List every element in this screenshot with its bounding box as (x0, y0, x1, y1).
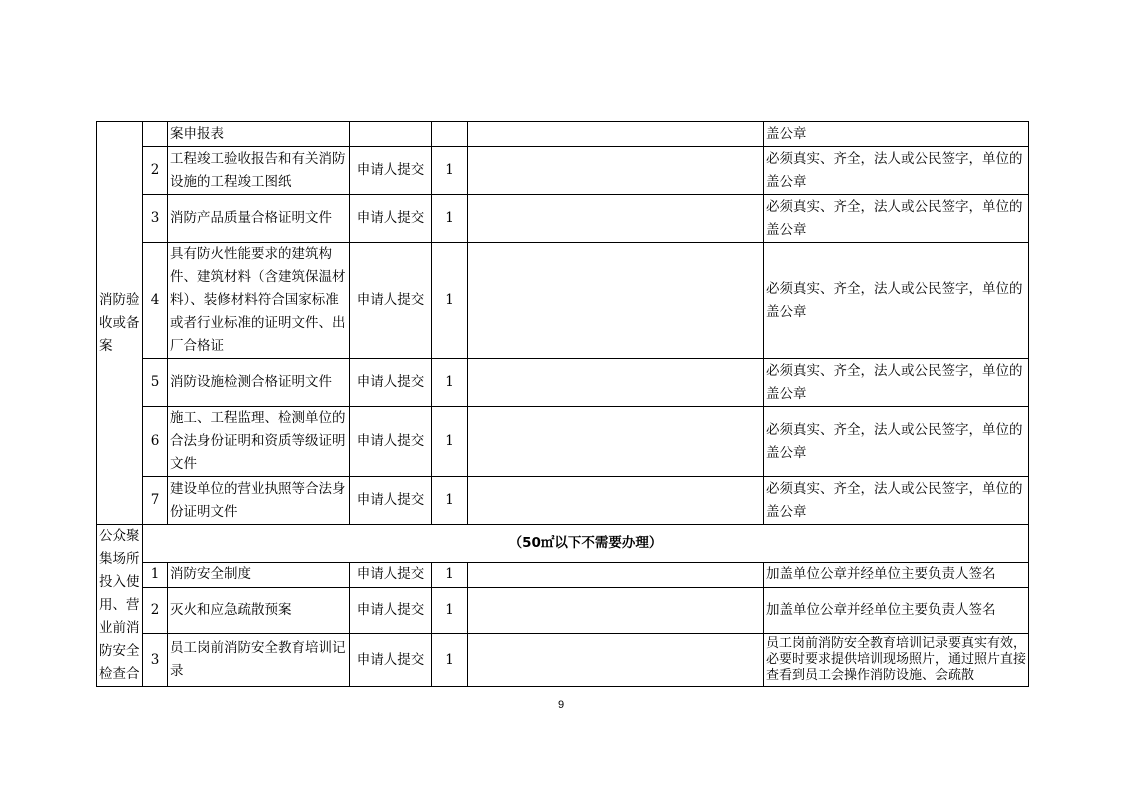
table-row (97, 122, 1029, 147)
table-row (97, 477, 1029, 525)
row-number: 5 (143, 359, 168, 407)
material-source: 申请人提交 (350, 477, 432, 525)
material-requirement: 盖公章 (764, 122, 1029, 147)
material-quantity (432, 122, 468, 147)
row-number: 2 (143, 588, 168, 634)
material-name: 消防安全制度 (168, 562, 350, 587)
material-source: 申请人提交 (350, 562, 432, 587)
table-row (97, 243, 1029, 359)
material-quantity: 1 (432, 147, 468, 195)
table-row (97, 407, 1029, 477)
material-quantity: 1 (432, 407, 468, 477)
row-number: 7 (143, 477, 168, 525)
page-number: 9 (557, 699, 565, 711)
material-name: 消防产品质量合格证明文件 (168, 195, 350, 243)
material-requirement: 必须真实、齐全，法人或公民签字，单位的盖公章 (764, 407, 1029, 477)
material-note (468, 243, 764, 359)
material-source: 申请人提交 (350, 359, 432, 407)
material-requirement: 必须真实、齐全，法人或公民签字，单位的盖公章 (764, 147, 1029, 195)
material-quantity: 1 (432, 195, 468, 243)
table-row (97, 195, 1029, 243)
notice-row: （50㎡以下不需要办理） (143, 525, 1029, 563)
row-number: 1 (143, 562, 168, 587)
material-note (468, 477, 764, 525)
material-requirement: 必须真实、齐全，法人或公民签字，单位的盖公章 (764, 195, 1029, 243)
material-source: 申请人提交 (350, 588, 432, 634)
material-note (468, 195, 764, 243)
material-requirement: 加盖单位公章并经单位主要负责人签名 (764, 588, 1029, 634)
table-row (97, 588, 1029, 634)
material-quantity: 1 (432, 634, 468, 687)
row-number (143, 122, 168, 147)
material-name: 消防设施检测合格证明文件 (168, 359, 350, 407)
table-row (97, 359, 1029, 407)
row-number: 3 (143, 634, 168, 687)
material-note (468, 588, 764, 634)
requirements-table (96, 121, 1029, 687)
row-number: 4 (143, 243, 168, 359)
material-quantity: 1 (432, 243, 468, 359)
material-name: 员工岗前消防安全教育培训记录 (168, 634, 350, 687)
material-source (350, 122, 432, 147)
row-number: 6 (143, 407, 168, 477)
material-requirement: 员工岗前消防安全教育培训记录要真实有效，必要时要求提供培训现场照片，通过照片直接查看到员工会操作消防设施、会疏散 (764, 634, 1029, 687)
category-cell-acceptance: 消防验收或备案 (97, 122, 143, 525)
material-name: 灭火和应急疏散预案 (168, 588, 350, 634)
material-source: 申请人提交 (350, 147, 432, 195)
material-requirement: 加盖单位公章并经单位主要负责人签名 (764, 562, 1029, 587)
category-cell-assembly: 公众聚集场所投入使用、营业前消防安全检查合 (97, 525, 143, 687)
material-note (468, 122, 764, 147)
material-source: 申请人提交 (350, 407, 432, 477)
material-name: 案申报表 (168, 122, 350, 147)
material-source: 申请人提交 (350, 634, 432, 687)
material-name: 具有防火性能要求的建筑构件、建筑材料（含建筑保温材料）、装修材料符合国家标准或者行业标准的证明文件、出厂合格证 (168, 243, 350, 359)
material-requirement: 必须真实、齐全，法人或公民签字，单位的盖公章 (764, 243, 1029, 359)
material-requirement: 必须真实、齐全，法人或公民签字，单位的盖公章 (764, 477, 1029, 525)
material-quantity: 1 (432, 477, 468, 525)
table-row (97, 147, 1029, 195)
material-requirement: 必须真实、齐全，法人或公民签字，单位的盖公章 (764, 359, 1029, 407)
material-note (468, 562, 764, 587)
table-row (97, 562, 1029, 587)
material-note (468, 634, 764, 687)
material-name: 建设单位的营业执照等合法身份证明文件 (168, 477, 350, 525)
material-quantity: 1 (432, 588, 468, 634)
row-number: 3 (143, 195, 168, 243)
material-note (468, 147, 764, 195)
row-number: 2 (143, 147, 168, 195)
material-name: 工程竣工验收报告和有关消防设施的工程竣工图纸 (168, 147, 350, 195)
material-source: 申请人提交 (350, 243, 432, 359)
material-note (468, 407, 764, 477)
table-row (97, 525, 1029, 563)
table-row (97, 634, 1029, 687)
material-quantity: 1 (432, 359, 468, 407)
material-name: 施工、工程监理、检测单位的合法身份证明和资质等级证明文件 (168, 407, 350, 477)
material-source: 申请人提交 (350, 195, 432, 243)
material-note (468, 359, 764, 407)
material-quantity: 1 (432, 562, 468, 587)
